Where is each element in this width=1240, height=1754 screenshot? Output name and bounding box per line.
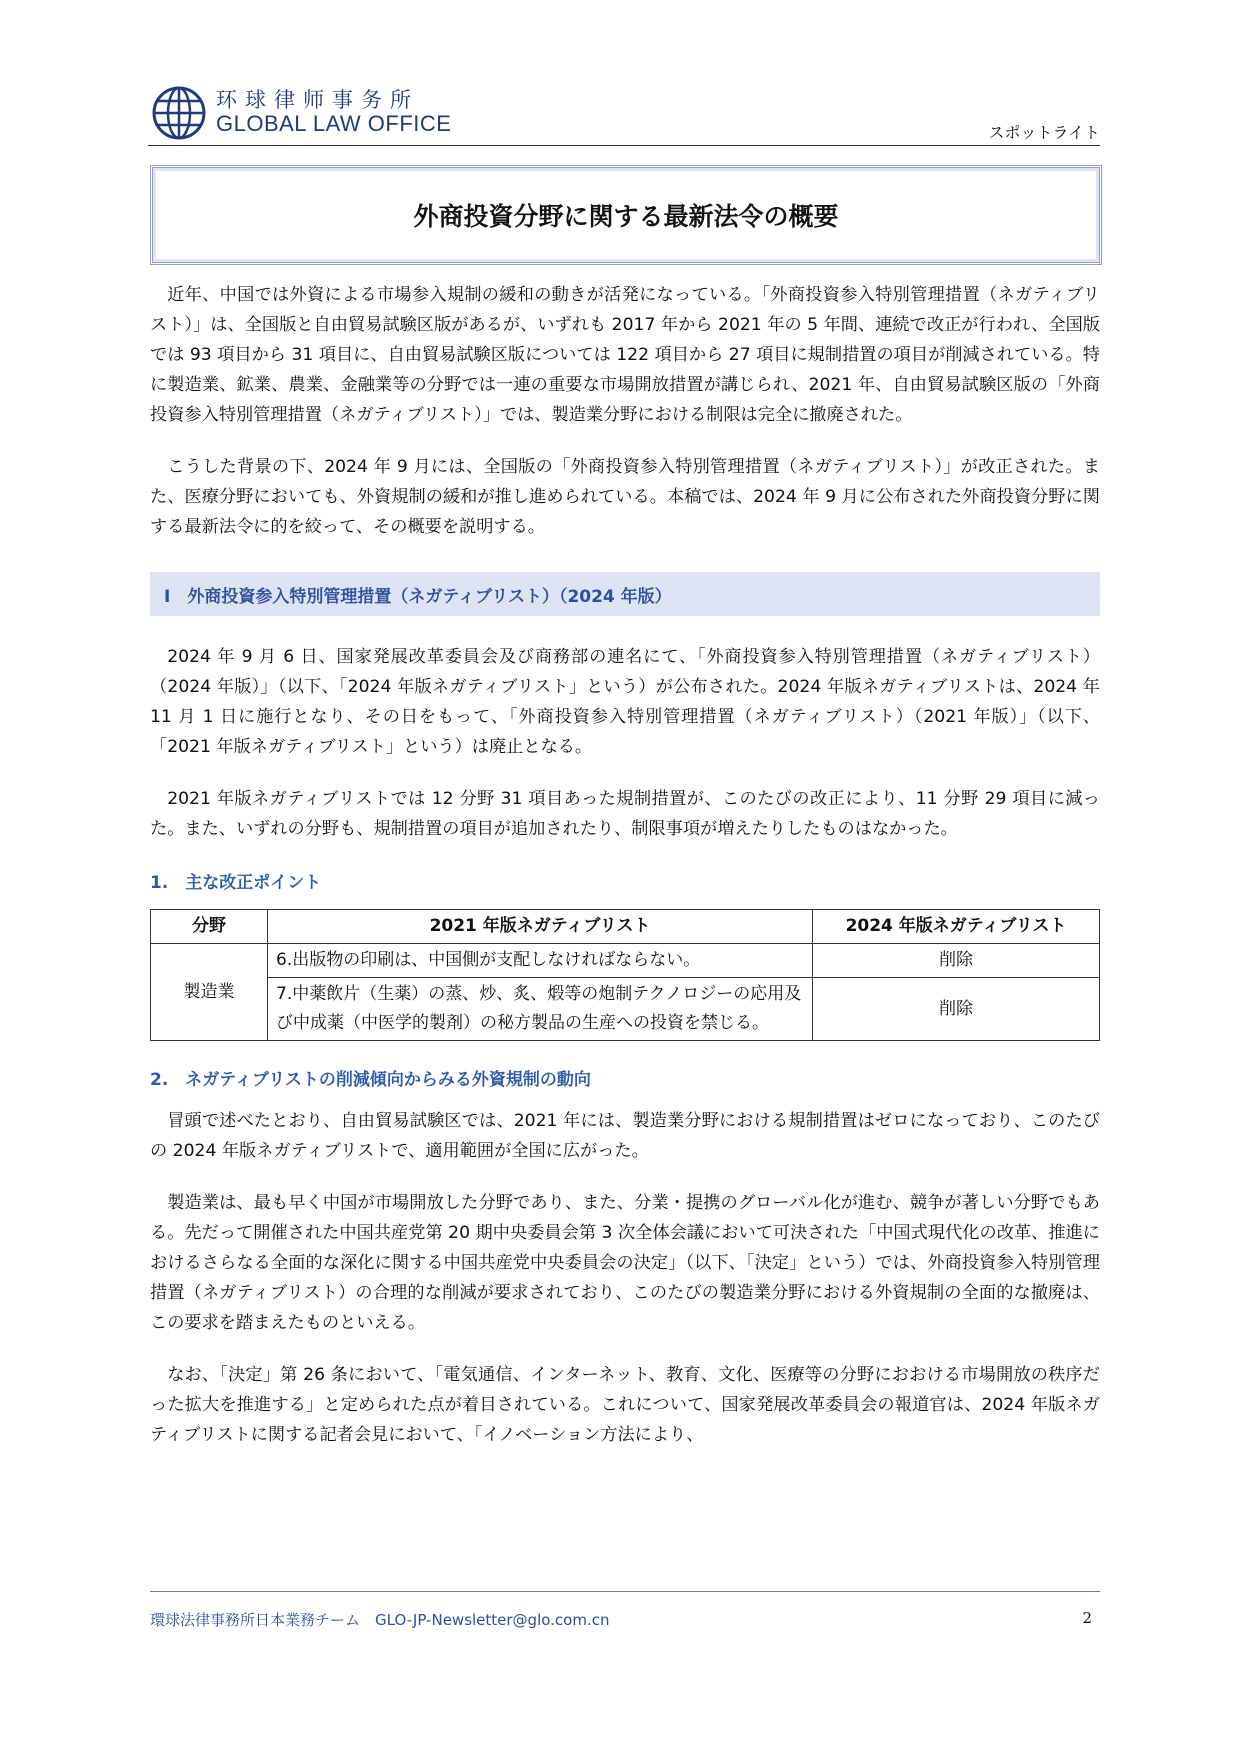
- intro-paragraph: こうした背景の下、2024 年 9 月には、全国版の「外商投資参入特別管理措置（ネガティブリスト）」が改正された。また、医療分野においても、外資規制の緩和が推し進められている。本稿では、2024 年 9 月に公布された外商投資分野に関する最新法令に的を絞って、その概要を説明する。: [150, 457, 1100, 537]
- section-heading: I 外商投資参入特別管理措置（ネガティブリスト）（2024 年版）: [150, 572, 1100, 616]
- intro-paragraph: 近年、中国では外資による市場参入規制の緩和の動きが活発になっている。「外商投資参入特別管理措置（ネガティブリスト）」は、全国版と自由貿易試験区版があるが、いずれも 2017 年から 2021 年の 5 年間、連続で改正が行われ、全国版では 93 項目から 31 項目に、自由貿易試験区版については 122 項目から 27 項目に規制措置の項目が削減されている。特に製造業、鉱業、農業、金融業等の分野では一連の重要な市場開放措置が講じられ、2021 年、自由貿易試験区版の「外商投資参入特別管理措置（ネガティブリスト）」では、製造業分野における制限は完全に撤廃された。: [150, 285, 1100, 425]
- table-result-cell: 削除: [813, 944, 1100, 978]
- table-row: [151, 978, 1100, 1041]
- body-paragraph: 冒頭で述べたとおり、自由貿易試験区では、2021 年には、製造業分野における規制措置はゼロになっており、このたびの 2024 年版ネガティブリストで、適用範囲が全国に広がった。: [150, 1111, 1100, 1161]
- body-paragraph: 2024 年 9 月 6 日、国家発展改革委員会及び商務部の連名にて、「外商投資参入特別管理措置（ネガティブリスト）（2024 年版）」（以下、「2024 年版ネガティブリスト」という）が公布された。2024 年版ネガティブリストは、2024 年 11 月 1 日に施行となり、その日をもって、「外商投資参入特別管理措置（ネガティブリスト）（2021 年版）」（以下、「2021 年版ネガティブリスト」という）は廃止となる。: [150, 647, 1100, 757]
- logo-chinese-name: 环球律师事务所: [216, 87, 419, 112]
- page-title: 外商投資分野に関する最新法令の概要: [413, 202, 839, 231]
- table-header-row: [151, 910, 1100, 944]
- subsection-heading: 2. ネガティブリストの削減傾向からみる外資規制の動向: [150, 1070, 591, 1090]
- revision-table: [150, 909, 1100, 1041]
- header-divider: [148, 145, 1100, 146]
- table-category-cell: 製造業: [151, 944, 268, 1041]
- body-paragraph: 製造業は、最も早く中国が市場開放した分野であり、また、分業・提携のグローバル化が進む、競争が著しい分野でもある。先だって開催された中国共産党第 20 期中央委員会第 3 次全体会議において可決された「中国式現代化の改革、推進におけるさらなる全面的な深化に関する中国共産党中央委員会の決定」（以下、「決定」という）では、外商投資参入特別管理措置（ネガティブリスト）の合理的な削減が要求されており、このたびの製造業分野における外資規制の全面的な撤廃は、この要求を踏まえたものといえる。: [150, 1193, 1100, 1333]
- globe-icon: [152, 86, 206, 140]
- table-header: 2024 年版ネガティブリスト: [813, 910, 1100, 944]
- footer-contact: 環球法律事務所日本業務チーム GLO-JP-Newsletter@glo.com.cn: [150, 1611, 610, 1629]
- table-header: 2021 年版ネガティブリスト: [268, 910, 813, 944]
- logo-english-name: GLOBAL LAW OFFICE: [216, 111, 452, 137]
- table-item-cell: 7.中薬飲片（生薬）の蒸、炒、炙、煅等の炮制テクノロジーの応用及び中成薬（中医学的製剤）の秘方製品の生産への投資を禁じる。: [268, 978, 813, 1041]
- table-result-cell: 削除: [813, 978, 1100, 1041]
- subsection-heading: 1. 主な改正ポイント: [150, 873, 322, 893]
- table-item-cell: 6.出版物の印刷は、中国側が支配しなければならない。: [268, 944, 813, 978]
- firm-logo: [152, 86, 451, 140]
- body-paragraph: 2021 年版ネガティブリストでは 12 分野 31 項目あった規制措置が、このたびの改正により、11 分野 29 項目に減った。また、いずれの分野も、規制措置の項目が追加されたり、制限事項が増えたりしたものはなかった。: [150, 789, 1100, 839]
- table-header: 分野: [151, 910, 268, 944]
- title-box: [150, 165, 1102, 265]
- main-content: [150, 280, 1100, 1472]
- body-paragraph: なお、「決定」第 26 条において、「電気通信、インターネット、教育、文化、医療等の分野におおける市場開放の秩序だった拡大を推進する」と定められた点が着目されている。これについて、国家発展改革委員会の報道官は、2024 年版ネガティブリストに関する記者会見において、「イノベーション方法により、: [150, 1365, 1100, 1445]
- header-tag: スポットライト: [988, 123, 1100, 142]
- table-row: [151, 944, 1100, 978]
- footer-divider: [150, 1591, 1100, 1592]
- page-number: 2: [1082, 1609, 1092, 1627]
